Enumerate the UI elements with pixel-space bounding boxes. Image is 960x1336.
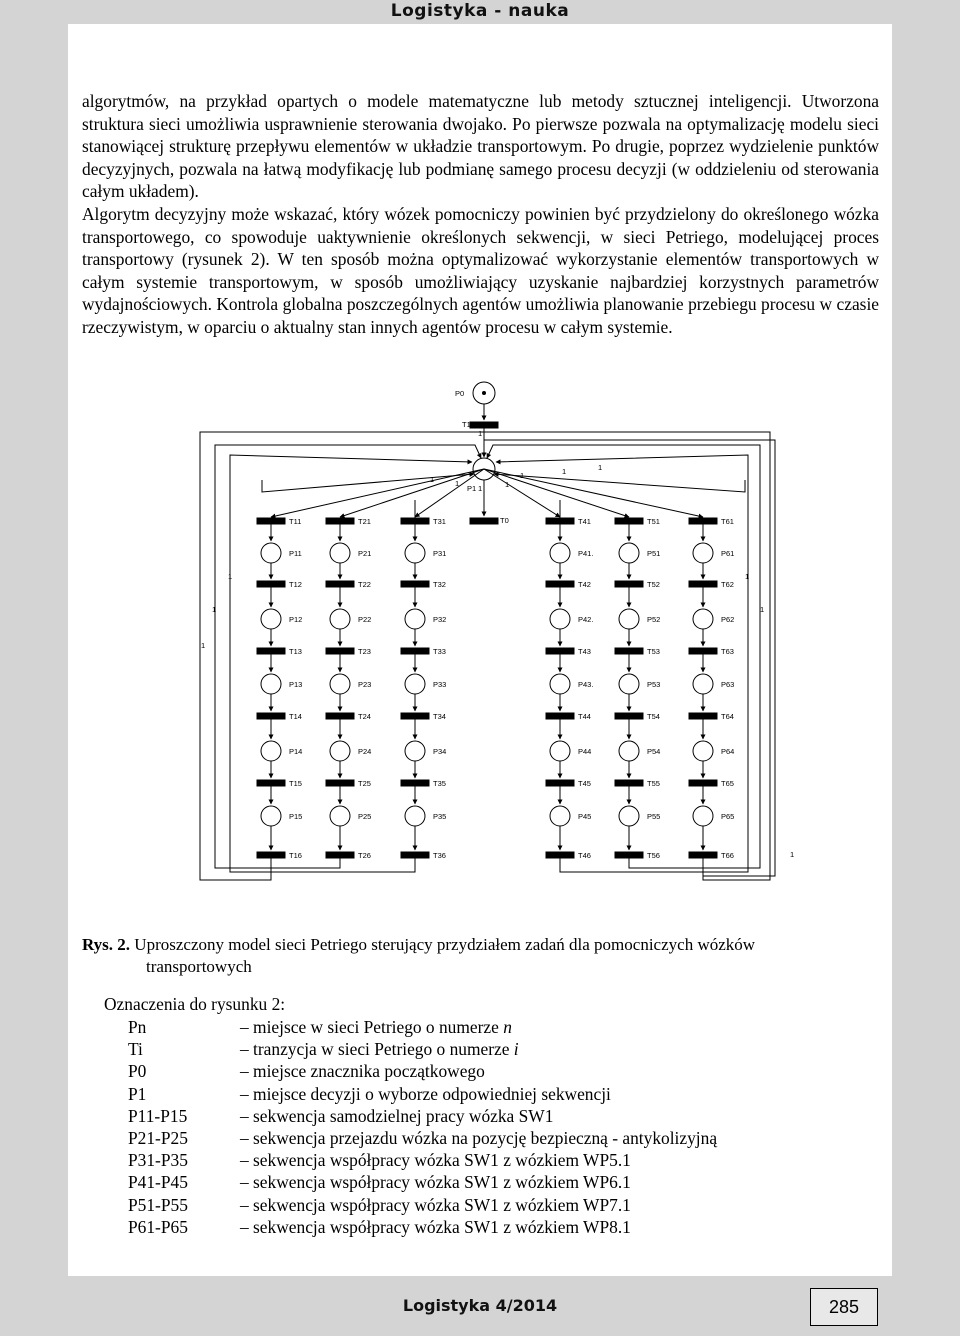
arc-weight: 1 — [760, 605, 765, 614]
transition-t36 — [401, 852, 429, 858]
transition-t11 — [257, 518, 285, 524]
transition-label: T54 — [647, 712, 660, 721]
transition-t15 — [257, 780, 285, 786]
place-label: P61 — [721, 549, 735, 558]
place-label: P32 — [433, 615, 447, 624]
transition-label: T11 — [289, 517, 302, 526]
place-p24 — [330, 741, 350, 761]
transition-t23 — [326, 648, 354, 654]
legend-term: P0 — [128, 1061, 147, 1082]
place-label: P45 — [578, 812, 592, 821]
transition-t53 — [615, 648, 643, 654]
transition-label: T31 — [433, 517, 446, 526]
transition-label: T62 — [721, 580, 734, 589]
transition-t65 — [689, 780, 717, 786]
arc — [484, 469, 703, 517]
place-label: P12 — [289, 615, 303, 624]
arc — [340, 469, 484, 517]
place-label: P53 — [647, 680, 661, 689]
transition-label: T12 — [289, 580, 302, 589]
transition-t16 — [257, 852, 285, 858]
place-p23 — [330, 674, 350, 694]
arc-weight: 1 — [562, 467, 567, 476]
arc-weight: 1 — [478, 484, 483, 493]
transition-t33 — [401, 648, 429, 654]
place-p52 — [619, 609, 639, 629]
place-p44 — [550, 741, 570, 761]
legend-def — [240, 1016, 512, 1038]
place-label: P31 — [433, 549, 447, 558]
legend-term: P31-P35 — [128, 1150, 188, 1171]
transition-label: T24 — [358, 712, 371, 721]
transition-t61 — [689, 518, 717, 524]
place-label: P34 — [433, 747, 447, 756]
transition-label: T16 — [289, 851, 302, 860]
place-p43 — [550, 674, 570, 694]
place-label: P14 — [289, 747, 303, 756]
arc-weight: 1 — [745, 572, 750, 581]
transition-label: T26 — [358, 851, 371, 860]
transition-label: T63 — [721, 647, 734, 656]
place-p33 — [405, 674, 425, 694]
transition-label: T13 — [289, 647, 302, 656]
place-label: P64 — [721, 747, 735, 756]
place-label: P65 — [721, 812, 735, 821]
legend — [104, 992, 864, 1238]
legend-term: P1 — [128, 1083, 147, 1104]
transition-label: T64 — [721, 712, 734, 721]
caption-label: Rys. 2. — [82, 935, 131, 954]
legend-row — [104, 1105, 864, 1127]
transition-t54 — [615, 713, 643, 719]
transition-label: T25 — [358, 779, 371, 788]
transition-t25 — [326, 780, 354, 786]
transition-label: T55 — [647, 779, 660, 788]
legend-row — [104, 1171, 864, 1193]
legend-row — [104, 1127, 864, 1149]
legend-def: – sekwencja samodzielnej pracy wózka SW1 — [240, 1105, 554, 1126]
transition-t34 — [401, 713, 429, 719]
legend-row — [104, 1194, 864, 1216]
arc-weight: 1 — [520, 471, 525, 480]
transition-t52 — [615, 581, 643, 587]
paragraph: Algorytm decyzyjny może wskazać, który wózek pomocniczy powinien być przydzielony do określonego wózka transportowego, co spowoduje uaktywnienie określonych sekwencji, w sieci Petriego, modelującej proces transportowy (rysunek 2). W ten sposób można optymalizować wykorzystanie elementów transportowych w całym systemie transportowym, w sposób umożliwiający uzyskanie najbardziej korzystnych parametrów wydajnościowych. Kontrola globalna poszczególnych agentów umożliwia planowanie przebiegu procesu w czasie rzeczywistym, w oparciu o aktualny stan innych agentów procesu w całym systemie. — [82, 203, 879, 337]
arc-weight: 1 — [505, 480, 510, 489]
place-label: P13 — [289, 680, 303, 689]
place-label: P33 — [433, 680, 447, 689]
place-p53 — [619, 674, 639, 694]
transition-label: T66 — [721, 851, 734, 860]
transition-label: T34 — [433, 712, 446, 721]
transition-t12 — [257, 581, 285, 587]
place-p62 — [693, 609, 713, 629]
legend-row — [104, 1060, 864, 1082]
place-p51 — [619, 543, 639, 563]
place-label: P11 — [289, 549, 302, 558]
arc — [484, 469, 629, 517]
place-p21 — [330, 543, 350, 563]
place-p55 — [619, 806, 639, 826]
token — [482, 391, 486, 395]
legend-row — [104, 1038, 864, 1060]
transition-t55 — [615, 780, 643, 786]
legend-def-text: – tranzycja w sieci Petriego o numerze — [240, 1039, 514, 1060]
place-p25 — [330, 806, 350, 826]
place-p45 — [550, 806, 570, 826]
return-path — [487, 445, 760, 868]
place-p13 — [261, 674, 281, 694]
transition-label: T52 — [647, 580, 660, 589]
transition-t22 — [326, 581, 354, 587]
place-p54 — [619, 741, 639, 761]
transition-t56 — [615, 852, 643, 858]
label-p0: P0 — [455, 389, 465, 398]
page-number: 285 — [810, 1288, 878, 1326]
transition-label: T45 — [578, 779, 591, 788]
running-header: Logistyka - nauka — [390, 1, 570, 21]
place-label: P62 — [721, 615, 735, 624]
transition-label: T35 — [433, 779, 446, 788]
transition-t51 — [615, 518, 643, 524]
transition-t42 — [546, 581, 574, 587]
arc-weight: 1 — [790, 850, 795, 859]
legend-def-var: i — [513, 1039, 519, 1060]
legend-def — [240, 1038, 519, 1060]
transition-label: T46 — [578, 851, 591, 860]
transition-t13 — [257, 648, 285, 654]
transition-label: T61 — [721, 517, 734, 526]
transition-t43 — [546, 648, 574, 654]
return-path — [200, 432, 770, 880]
transition-t63 — [689, 648, 717, 654]
transition-label: T65 — [721, 779, 734, 788]
footer-journal: Logistyka 4/2014 — [402, 1296, 558, 1315]
place-label: P41. — [578, 549, 594, 558]
legend-def: – miejsce decyzji o wyborze odpowiedniej sekwencji — [240, 1083, 611, 1104]
legend-row — [104, 1083, 864, 1105]
place-label: P44 — [578, 747, 592, 756]
transition-label: T32 — [433, 580, 446, 589]
transition-label: T23 — [358, 647, 371, 656]
legend-term: P41-P45 — [128, 1172, 188, 1193]
place-p11 — [261, 543, 281, 563]
place-p22 — [330, 609, 350, 629]
caption-text: Uproszczony model sieci Petriego sterujący przydziałem zadań dla pomocniczych wózków — [134, 935, 756, 954]
legend-def: – miejsce znacznika początkowego — [240, 1061, 485, 1082]
place-label: P55 — [647, 812, 661, 821]
transition-t62 — [689, 581, 717, 587]
return-path — [215, 445, 481, 868]
label-t1: T1 — [462, 420, 471, 429]
transition-t35 — [401, 780, 429, 786]
legend-def: – sekwencja współpracy wózka SW1 z wózkiem WP7.1 — [240, 1194, 631, 1215]
place-label: P63 — [721, 680, 735, 689]
transition-t66 — [689, 852, 717, 858]
legend-term: Ti — [128, 1039, 143, 1060]
transition-t32 — [401, 581, 429, 587]
legend-def-var: n — [503, 1017, 512, 1037]
transition-t24 — [326, 713, 354, 719]
place-label: P52 — [647, 615, 661, 624]
figure-caption — [82, 934, 872, 978]
transition-label: T42 — [578, 580, 591, 589]
arc-weight: 1 — [212, 605, 217, 614]
return-path — [494, 474, 745, 492]
legend-term: Pn — [128, 1017, 147, 1037]
net-columns — [200, 432, 775, 880]
place-label: P42. — [578, 615, 594, 624]
transition-label: T44 — [578, 712, 591, 721]
place-label: P54 — [647, 747, 661, 756]
place-p35 — [405, 806, 425, 826]
arc-weight: 1 — [430, 475, 435, 484]
transition-t1 — [470, 422, 498, 428]
legend-def-text: – miejsce w sieci Petriego o numerze — [240, 1017, 504, 1037]
place-p31 — [405, 543, 425, 563]
transition-t45 — [546, 780, 574, 786]
legend-row — [104, 1149, 864, 1171]
legend-term: P61-P65 — [128, 1216, 188, 1237]
place-p61 — [693, 543, 713, 563]
legend-def: – sekwencja współpracy wózka SW1 z wózkiem WP6.1 — [240, 1172, 631, 1193]
transition-label: T53 — [647, 647, 660, 656]
transition-label: T33 — [433, 647, 446, 656]
arc-weight: 1 — [455, 479, 460, 488]
arc-weight: 1 — [478, 429, 483, 438]
transition-label: T15 — [289, 779, 302, 788]
place-p63 — [693, 674, 713, 694]
place-p32 — [405, 609, 425, 629]
transition-label: T21 — [358, 517, 371, 526]
legend-def: – sekwencja współpracy wózka SW1 z wózkiem WP5.1 — [240, 1150, 631, 1171]
legend-def: – sekwencja przejazdu wózka na pozycję bezpieczną - antykolizyjną — [240, 1127, 718, 1148]
legend-title: Oznaczenia do rysunku 2: — [104, 994, 286, 1014]
place-label: P15 — [289, 812, 303, 821]
transition-label: T51 — [647, 517, 660, 526]
place-p64 — [693, 741, 713, 761]
legend-row — [104, 1016, 864, 1038]
transition-t64 — [689, 713, 717, 719]
transition-t21 — [326, 518, 354, 524]
place-p34 — [405, 741, 425, 761]
place-p15 — [261, 806, 281, 826]
transition-label: T41 — [578, 517, 591, 526]
caption-text-2: transportowych — [146, 957, 252, 976]
transition-label: T43 — [578, 647, 591, 656]
paragraph: algorytmów, na przykład opartych o modele matematyczne lub metody sztucznej inteligencji. Utworzona struktura sieci umożliwia usprawnienie sterowania dwojako. Po pierwsze pozwala na optymalizację modelu sieci stanowiącej strukturę przepływu elementów w układzie transportowym. Po drugie, poprzez wydzielenie punktów decyzyjnych, pozwala na łatwą modyfikację lub podmianę samego procesu decyzji (w oddzieleniu od sterowania całym układem). — [82, 91, 879, 202]
label-t0: T0 — [500, 516, 509, 525]
legend-term: P21-P25 — [128, 1127, 188, 1148]
transition-t44 — [546, 713, 574, 719]
place-label: P24 — [358, 747, 372, 756]
transition-label: T36 — [433, 851, 446, 860]
transition-label: T22 — [358, 580, 371, 589]
place-p14 — [261, 741, 281, 761]
place-label: P21 — [358, 549, 372, 558]
place-label: P23 — [358, 680, 372, 689]
place-p41 — [550, 543, 570, 563]
place-label: P51 — [647, 549, 661, 558]
place-p12 — [261, 609, 281, 629]
place-label: P43. — [578, 680, 594, 689]
transition-t46 — [546, 852, 574, 858]
arc-weight: 1 — [228, 572, 233, 581]
transition-t0 — [470, 518, 498, 524]
legend-term: P51-P55 — [128, 1194, 188, 1215]
arc-weight: 1 — [598, 463, 603, 472]
label-p1: P1 — [467, 484, 477, 493]
transition-t14 — [257, 713, 285, 719]
transition-t26 — [326, 852, 354, 858]
place-label: P22 — [358, 615, 372, 624]
place-label: P35 — [433, 812, 447, 821]
place-p42 — [550, 609, 570, 629]
legend-row — [104, 1216, 864, 1238]
legend-def: – sekwencja współpracy wózka SW1 z wózkiem WP8.1 — [240, 1216, 631, 1237]
transition-label: T56 — [647, 851, 660, 860]
legend-term: P11-P15 — [128, 1105, 188, 1126]
place-p65 — [693, 806, 713, 826]
arc-weight: 1 — [201, 641, 206, 650]
place-label: P25 — [358, 812, 372, 821]
transition-label: T14 — [289, 712, 302, 721]
